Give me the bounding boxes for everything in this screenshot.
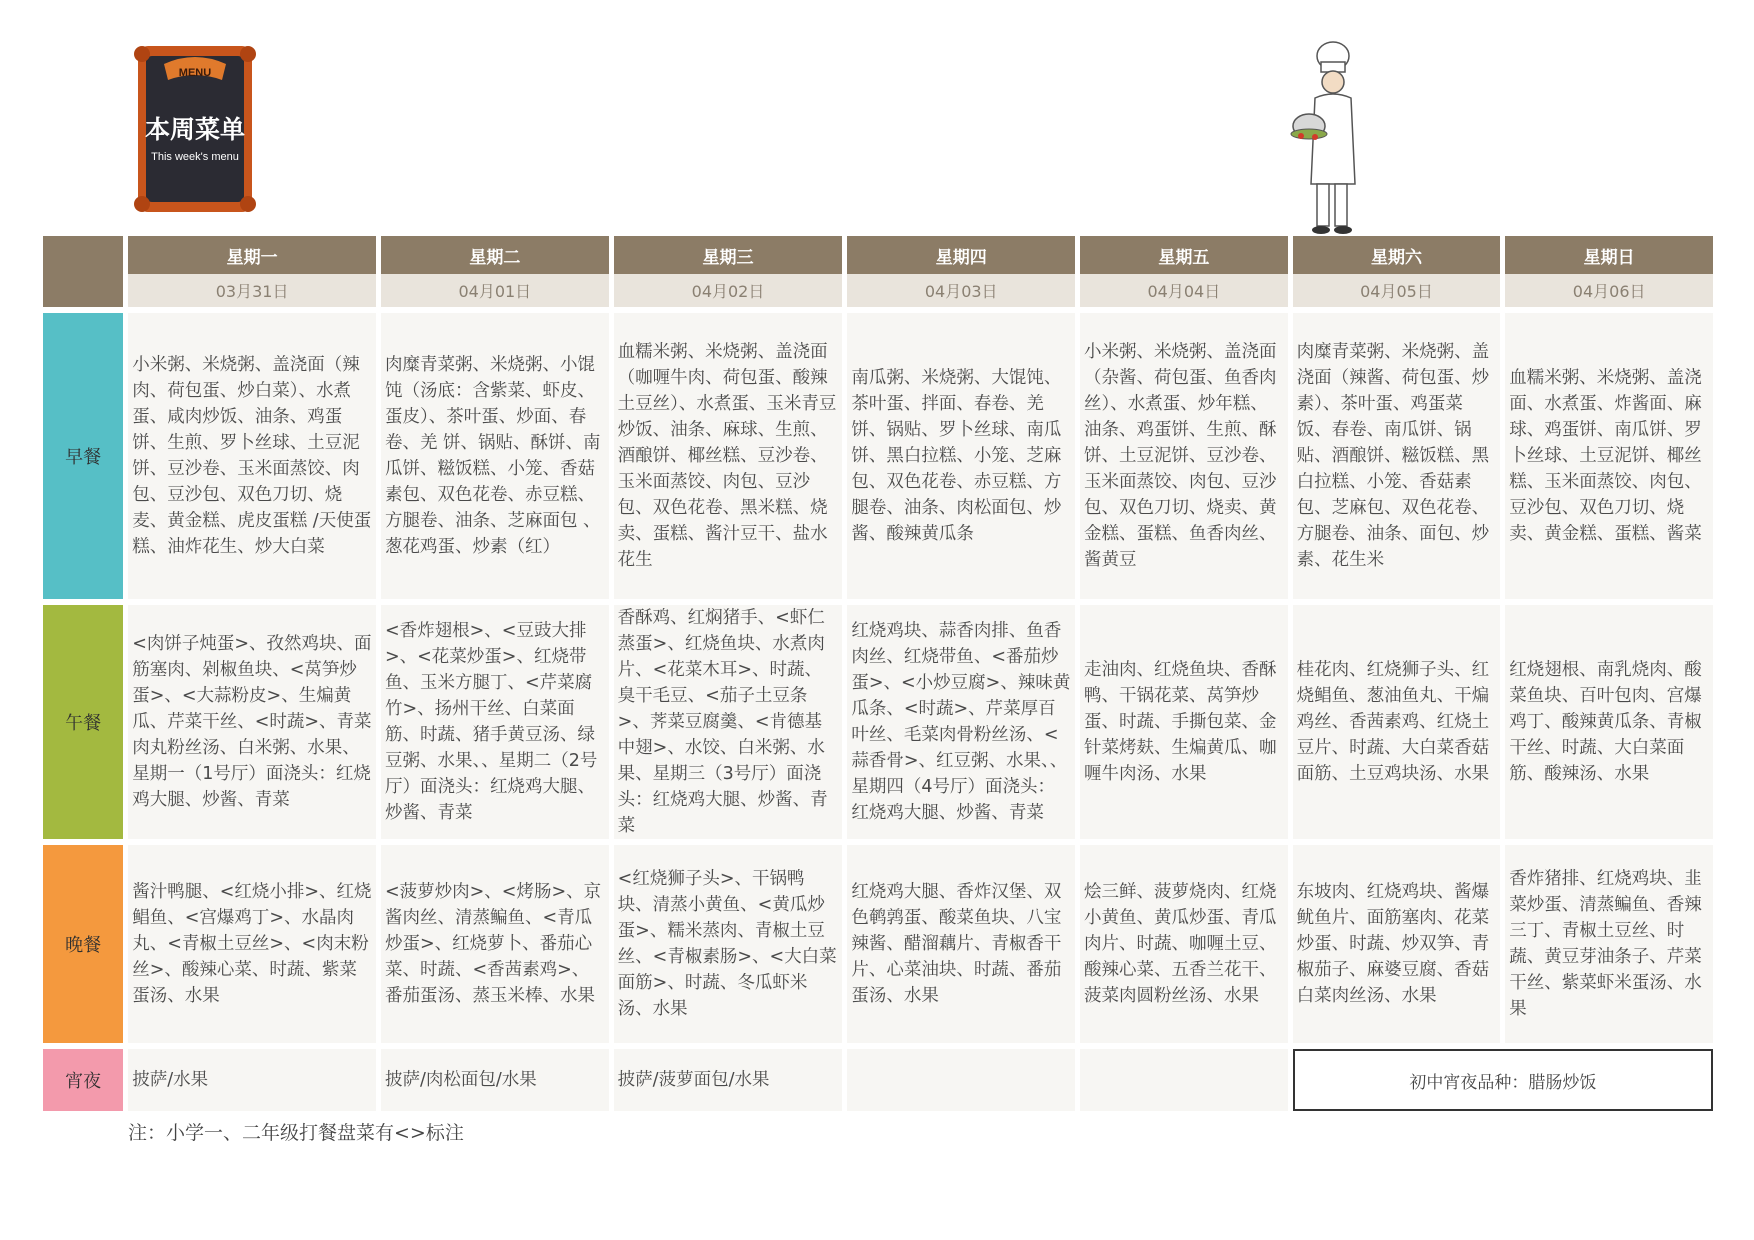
chef-illustration-icon [1285,34,1375,238]
day-header: 星期一 [128,236,376,274]
header-corner [43,236,123,307]
menu-cell: 小米粥、米烧粥、盖浇面（杂酱、荷包蛋、鱼香肉丝）、水煮蛋、炒年糕、油条、鸡蛋饼、生煎、酥饼、土豆泥饼、豆沙卷、玉米面蒸饺、肉包、豆沙包、双色刀切、烧卖、黄金糕、蛋糕、鱼香肉丝、酱黄豆 [1080,313,1288,599]
day-header-row [43,236,1713,274]
menu-cell: <红烧狮子头>、干锅鸭块、清蒸小黄鱼、<黄瓜炒蛋>、糯米蒸肉、青椒土豆丝、<青椒素肠>、<大白菜面筋>、时蔬、冬瓜虾米汤、水果 [614,845,843,1043]
menu-cell: 烩三鲜、菠萝烧肉、红烧小黄鱼、黄瓜炒蛋、青瓜肉片、时蔬、咖喱土豆、酸辣心菜、五香兰花干、菠菜肉圆粉丝汤、水果 [1080,845,1288,1043]
menu-cell: 披萨/肉松面包/水果 [381,1049,609,1111]
menu-cell [1080,1049,1288,1111]
menu-cell: 血糯米粥、米烧粥、盖浇面、水煮蛋、炸酱面、麻球、鸡蛋饼、南瓜饼、罗卜丝球、土豆泥饼、椰丝糕、玉米面蒸饺、肉包、豆沙包、双色刀切、烧卖、黄金糕、蛋糕、酱菜 [1505,313,1713,599]
menu-cell: 披萨/菠萝面包/水果 [614,1049,843,1111]
menu-cell: <肉饼子炖蛋>、孜然鸡块、面筋塞肉、剁椒鱼块、<莴笋炒蛋>、<大蒜粉皮>、生煸黄瓜、芹菜干丝、<时蔬>、青菜肉丸粉丝汤、白米粥、水果、星期一（1号厅）面浇头：红烧鸡大腿、炒酱、青菜 [128,605,376,839]
menu-cell: 血糯米粥、米烧粥、盖浇面（咖喱牛肉、荷包蛋、酸辣土豆丝）、水煮蛋、玉米青豆炒饭、油条、麻球、生煎、酒酿饼、椰丝糕、豆沙卷、玉米面蒸饺、肉包、豆沙包、双色花卷、黑米糕、烧卖、蛋糕、酱汁豆干、盐水花生 [614,313,843,599]
date-header: 04月01日 [381,274,609,307]
day-header: 星期日 [1505,236,1713,274]
menu-cell: <菠萝炒肉>、<烤肠>、京酱肉丝、清蒸鳊鱼、<青瓜炒蛋>、红烧萝卜、番茄心菜、时蔬、<香茜素鸡>、番茄蛋汤、蒸玉米棒、水果 [381,845,609,1043]
menu-cell: 肉糜青菜粥、米烧粥、盖浇面（辣酱、荷包蛋、炒素）、茶叶蛋、鸡蛋菜饭、春卷、南瓜饼、锅贴、酒酿饼、糍饭糕、黑白拉糕、小笼、香菇素包、芝麻包、双色花卷、方腿卷、油条、面包、炒素、花生米 [1293,313,1501,599]
date-header: 04月02日 [614,274,843,307]
lunch-row [43,605,1713,839]
night-snack-note: 初中宵夜品种：腊肠炒饭 [1293,1049,1713,1111]
day-header: 星期五 [1080,236,1288,274]
breakfast-row [43,313,1713,599]
date-header: 04月03日 [847,274,1075,307]
date-header: 03月31日 [128,274,376,307]
meal-label-night-snack: 宵夜 [43,1049,123,1111]
menu-cell: 红烧鸡大腿、香炸汉堡、双色鹌鹑蛋、酸菜鱼块、八宝辣酱、醋溜藕片、青椒香干片、心菜油块、时蔬、番茄蛋汤、水果 [847,845,1075,1043]
menu-cell: 桂花肉、红烧狮子头、红烧鲳鱼、葱油鱼丸、干煸鸡丝、香茜素鸡、红烧土豆片、时蔬、大白菜香菇面筋、土豆鸡块汤、水果 [1293,605,1501,839]
day-header: 星期四 [847,236,1075,274]
menu-cell: 南瓜粥、米烧粥、大馄饨、茶叶蛋、拌面、春卷、羌饼、锅贴、罗卜丝球、南瓜饼、黑白拉糕、小笼、芝麻包、双色花卷、赤豆糕、方腿卷、油条、肉松面包、炒酱、酸辣黄瓜条 [847,313,1075,599]
day-header: 星期三 [614,236,843,274]
night-snack-row [43,1049,1713,1111]
svg-text:本周菜单: 本周菜单 [144,115,246,144]
day-header: 星期二 [381,236,609,274]
meal-label-lunch: 午餐 [43,605,123,839]
dinner-row [43,845,1713,1043]
svg-text:MENU: MENU [178,67,212,79]
meal-label-breakfast: 早餐 [43,313,123,599]
menu-cell: 东坡肉、红烧鸡块、酱爆鱿鱼片、面筋塞肉、花菜炒蛋、时蔬、炒双笋、青椒茄子、麻婆豆腐、香菇白菜肉丝汤、水果 [1293,845,1501,1043]
menu-cell: 小米粥、米烧粥、盖浇面（辣肉、荷包蛋、炒白菜）、水煮蛋、咸肉炒饭、油条、鸡蛋饼、生煎、罗卜丝球、土豆泥饼、豆沙卷、玉米面蒸饺、肉包、豆沙包、双色刀切、烧麦、黄金糕、虎皮蛋糕 /天使蛋糕、油炸花生、炒大白菜 [128,313,376,599]
menu-cell: 红烧鸡块、蒜香肉排、鱼香肉丝、红烧带鱼、<番茄炒蛋>、<小炒豆腐>、辣味黄瓜条、<时蔬>、芹菜厚百叶丝、毛菜肉骨粉丝汤、<蒜香骨>、红豆粥、水果、、星期四（4号厅）面浇头：红烧鸡大腿、炒酱、青菜 [847,605,1075,839]
menu-cell: 香炸猪排、红烧鸡块、韭菜炒蛋、清蒸鳊鱼、香辣三丁、青椒土豆丝、时蔬、黄豆芽油条子、芹菜干丝、紫菜虾米蛋汤、水果 [1505,845,1713,1043]
meal-label-dinner: 晚餐 [43,845,123,1043]
menu-logo-icon [132,36,258,222]
date-header: 04月04日 [1080,274,1288,307]
menu-cell: <香炸翅根>、<豆豉大排>、<花菜炒蛋>、红烧带鱼、玉米方腿丁、<芹菜腐竹>、扬州干丝、白菜面筋、时蔬、猪手黄豆汤、绿豆粥、水果、、星期二（2号厅）面浇头：红烧鸡大腿、炒酱、青菜 [381,605,609,839]
menu-cell: 走油肉、红烧鱼块、香酥鸭、干锅花菜、莴笋炒蛋、时蔬、手撕包菜、金针菜烤麸、生煸黄瓜、咖喱牛肉汤、水果 [1080,605,1288,839]
weekly-menu-table [38,236,1718,1111]
day-header: 星期六 [1293,236,1501,274]
menu-cell [847,1049,1075,1111]
menu-cell: 披萨/水果 [128,1049,376,1111]
footnote: 注：小学一、二年级打餐盘菜有<>标注 [128,1122,464,1144]
menu-cell: 酱汁鸭腿、<红烧小排>、红烧鲳鱼、<宫爆鸡丁>、水晶肉丸、<青椒土豆丝>、<肉末粉丝>、酸辣心菜、时蔬、紫菜蛋汤、水果 [128,845,376,1043]
menu-cell: 香酥鸡、红焖猪手、<虾仁蒸蛋>、红烧鱼块、水煮肉片、<花菜木耳>、时蔬、臭干毛豆、<茄子土豆条>、荠菜豆腐羹、<肯德基中翅>、水饺、白米粥、水果、星期三（3号厅）面浇头：红烧鸡大腿、炒酱、青菜 [614,605,843,839]
date-header-row [43,274,1713,307]
svg-text:This week's menu: This week's menu [151,151,239,163]
date-header: 04月05日 [1293,274,1501,307]
menu-cell: 肉糜青菜粥、米烧粥、小馄饨（汤底：含紫菜、虾皮、蛋皮）、茶叶蛋、炒面、春卷、羌 饼、锅贴、酥饼、南瓜饼、糍饭糕、小笼、香菇素包、双色花卷、赤豆糕、方腿卷、油条、芝麻面包 、葱花鸡蛋、炒素（红） [381,313,609,599]
date-header: 04月06日 [1505,274,1713,307]
menu-cell: 红烧翅根、南乳烧肉、酸菜鱼块、百叶包肉、宫爆鸡丁、酸辣黄瓜条、青椒干丝、时蔬、大白菜面筋、酸辣汤、水果 [1505,605,1713,839]
